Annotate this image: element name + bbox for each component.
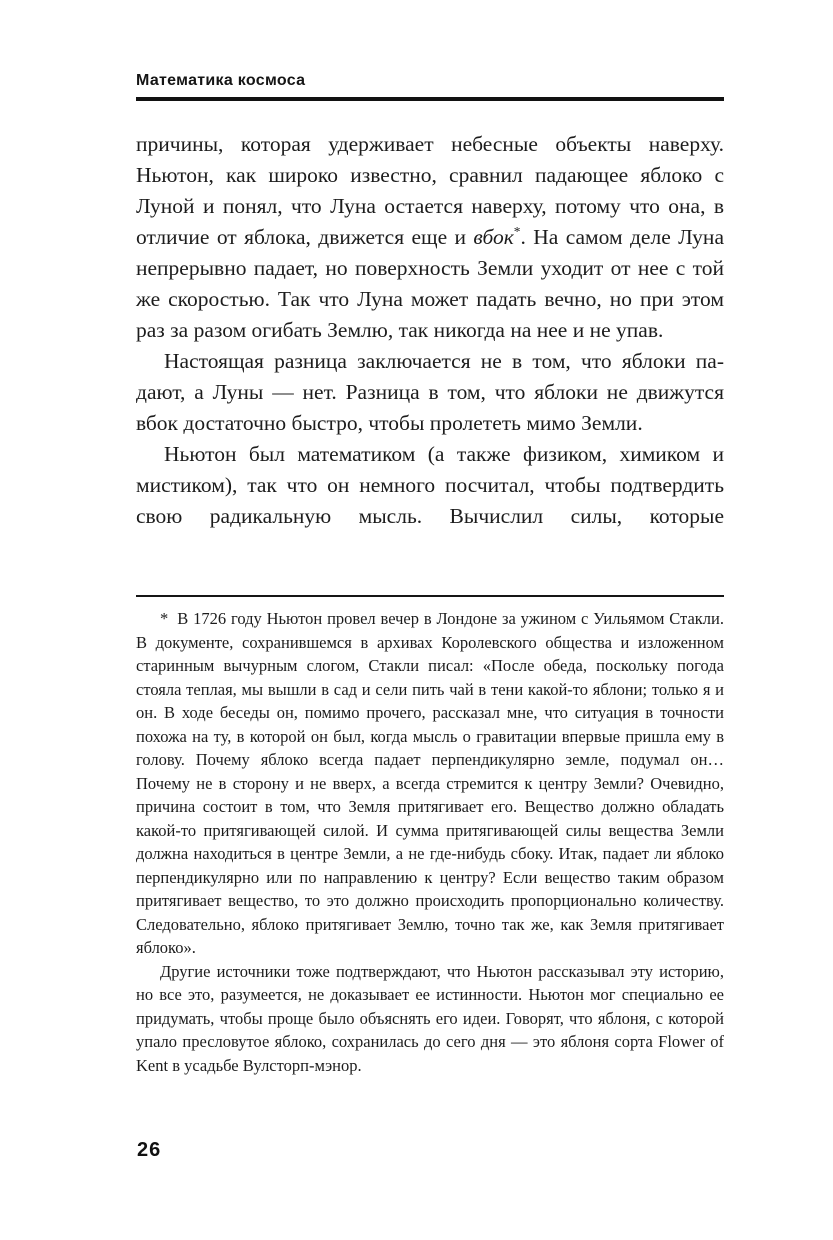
header-rule [136, 97, 724, 101]
running-title: Математика космоса [136, 72, 306, 89]
footnote-marker-asterisk: * [160, 609, 169, 628]
footnote-text-1: В 1726 году Ньютон провел вечер в Лондоне за ужином с Уильямом Стакли. В документе, сохранившемся в архивах Королевского общества и изложенном старинным вычурным слогом, Стакли писал: «После обеда, поскольку погода стояла теплая, мы вышли в сад и сели пить чай в тени какой-то яблони; только я и он. В ходе беседы он, помимо прочего, рассказал мне, что ситуация в точности похожа на ту, в которой он был, когда мысль о гравитации впервые пришла ему в голову. Почему яблоко всегда падает перпендикулярно земле, подумал он… Почему не в сторону и не вверх, а всегда стремится к центру Земли? Очевидно, причина состоит в том, что Земля притягивает его. Вещество должно обладать какой-то притягивающей силой. И сумма притягивающей силы вещества Земли должна находиться в центре Земли, а не где-нибудь сбоку. Итак, падает ли яблоко перпендикулярно или по направлению к центру? Если вещество таким образом притягивает вещество, то это должно происходить пропорционально количеству. Следовательно, яблоко притягивает Землю, точно так же, как Земля притягивает яблоко». [136, 609, 724, 957]
paragraph-3: Ньютон был математиком (а также физиком, химиком и мистиком), так что он немного посчитал, чтобы подтвердить свою радикальную мысль. Вычислил силы, которые [136, 442, 724, 528]
footnote-paragraph-2: Другие источники тоже подтверждают, что Ньютон рассказывал эту историю, но все это, разумеется, не доказывает ее истинности. Ньютон мог специально ее придумать, чтобы проще было объяснять его идеи. Говорят, что яблоня, с которой упало пресловутое яблоко, сохранилась до сего дня — это яблоня сорта Flower of Kent в усадьбе Вулсторп-мэнор. [136, 961, 724, 1075]
footnote-ref-asterisk: * [513, 223, 521, 239]
body-text [136, 129, 724, 532]
footnote-paragraph-1 [136, 607, 724, 960]
footnote-section [136, 607, 724, 1077]
running-header [136, 72, 724, 90]
paragraph-1-continuation: . На самом деле Луна непрерывно падает, но поверхность Земли уходит от нее с той же скоростью. Так что Луна может падать вечно, но при этом раз за разом огибать Землю, так никогда на нее и не упав. [136, 225, 724, 342]
paragraph-2: Настоящая разница заключается не в том, что яблоки падают, а Луны — нет. Разница в том, что яблоки не движутся вбок достаточно быстро, чтобы пролететь мимо Земли. [136, 349, 724, 435]
paragraph-1-text: причины, которая удерживает небесные объекты наверху. Ньютон, как широко известно, сравнил падающее яблоко с Луной и понял, что Луна остается наверху, потому что она, в отличие от яблока, движется еще и [136, 132, 724, 249]
italic-term: вбок [473, 225, 514, 249]
page-number: 26 [137, 1139, 162, 1161]
footnote-separator-rule [136, 595, 724, 597]
paragraph-1 [136, 129, 724, 346]
